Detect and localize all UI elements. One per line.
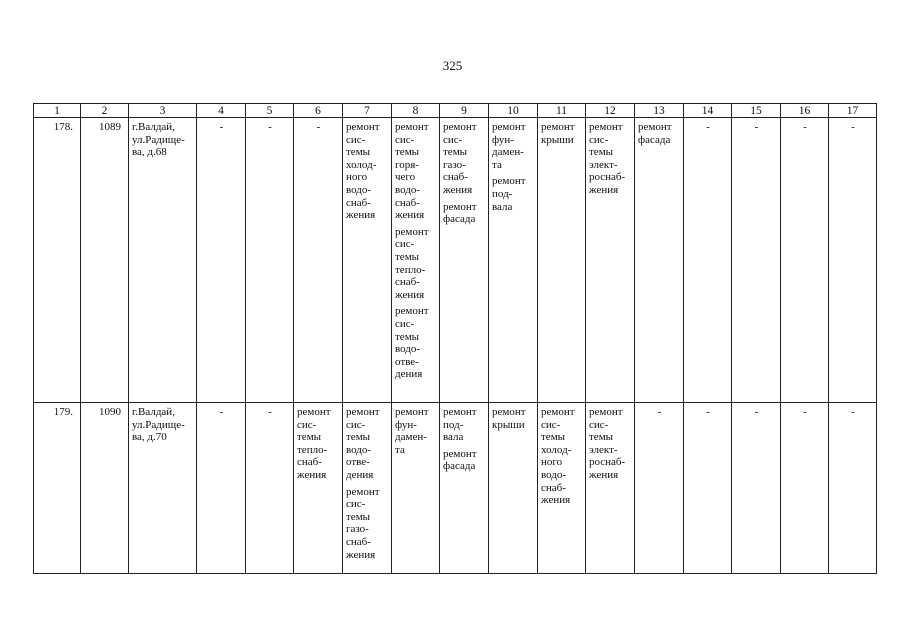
work-item-line: водо- xyxy=(541,468,567,481)
work-cell xyxy=(294,403,343,574)
empty-work-cell: - xyxy=(294,118,343,403)
work-item-line: сис- xyxy=(589,418,609,431)
work-item xyxy=(589,406,632,482)
work-item-line: темы xyxy=(346,146,371,159)
work-item-line: жения xyxy=(541,494,571,507)
work-item-line: жения xyxy=(443,183,473,196)
work-cell xyxy=(586,118,635,403)
address-line: ва, д.70 xyxy=(132,431,167,444)
work-item-line: фасада xyxy=(443,213,476,226)
work-cell xyxy=(440,118,489,403)
work-item-line: фун- xyxy=(395,418,417,431)
work-item-line: дения xyxy=(346,468,374,481)
column-header: 2 xyxy=(81,104,129,118)
work-item-line: сис- xyxy=(589,133,609,146)
page-number: 325 xyxy=(442,58,463,73)
building-code-cell: 1090 xyxy=(81,403,129,574)
address-line: ул.Радище- xyxy=(132,133,185,146)
empty-work-cell: - xyxy=(246,118,294,403)
work-item-line: снаб- xyxy=(346,196,371,209)
work-cell xyxy=(489,118,538,403)
column-header: 9 xyxy=(440,104,489,118)
address-line: г.Валдай, xyxy=(132,121,175,133)
work-item-line: роснаб- xyxy=(589,456,626,469)
building-code-cell: 1089 xyxy=(81,118,129,403)
work-item-line: ного xyxy=(541,456,563,469)
work-item-line: ремонт xyxy=(395,305,429,318)
table-row xyxy=(34,118,877,403)
work-item-line: ремонт xyxy=(541,406,575,418)
work-item-line: дамен- xyxy=(395,431,427,444)
empty-work-cell: - xyxy=(246,403,294,574)
work-item-line: снаб- xyxy=(443,171,468,184)
work-item-line: газо- xyxy=(443,158,466,171)
work-item-line: элект- xyxy=(589,158,618,171)
work-cell xyxy=(635,118,684,403)
row-number-cell: 178. xyxy=(34,118,81,403)
work-item-line: ремонт xyxy=(492,121,526,133)
work-item-line: темы xyxy=(589,146,614,159)
work-item xyxy=(346,406,389,482)
work-item-line: снаб- xyxy=(395,276,420,289)
repair-schedule-table xyxy=(33,103,877,574)
work-item-line: темы xyxy=(297,431,322,444)
work-item-line: фасада xyxy=(443,460,476,473)
work-item-line: темы xyxy=(395,330,420,343)
work-item-line: отве- xyxy=(395,355,419,368)
work-item xyxy=(589,121,632,197)
work-item xyxy=(443,121,486,197)
work-item-line: снаб- xyxy=(297,456,322,469)
work-item-line: водо- xyxy=(395,343,421,356)
work-item xyxy=(395,121,437,222)
work-item-line: жения xyxy=(346,548,376,561)
work-cell xyxy=(586,403,635,574)
work-item-line: газо- xyxy=(346,523,369,536)
column-header: 13 xyxy=(635,104,684,118)
empty-work-cell: - xyxy=(635,403,684,574)
work-item-line: дамен- xyxy=(492,146,524,159)
address-line: ва, д.68 xyxy=(132,146,167,159)
work-item-line: крыши xyxy=(492,418,525,431)
work-item-line: жения xyxy=(589,468,619,481)
row-number-cell: 179. xyxy=(34,403,81,574)
work-item-line: сис- xyxy=(346,133,366,146)
address-line: ул.Радище- xyxy=(132,418,185,431)
empty-work-cell: - xyxy=(829,403,877,574)
work-item xyxy=(395,226,437,302)
empty-work-cell: - xyxy=(781,403,829,574)
work-item-line: холод- xyxy=(346,158,377,171)
work-item-line: ремонт xyxy=(395,225,429,238)
work-cell xyxy=(343,118,392,403)
work-item xyxy=(443,406,486,444)
work-item xyxy=(346,486,389,562)
work-item-line: темы xyxy=(589,431,614,444)
work-item-line: темы xyxy=(443,146,468,159)
empty-work-cell: - xyxy=(197,118,246,403)
column-header: 6 xyxy=(294,104,343,118)
work-item-line: сис- xyxy=(297,418,317,431)
work-item xyxy=(492,175,535,213)
work-cell xyxy=(343,403,392,574)
work-item-line: сис- xyxy=(443,133,463,146)
work-item-line: ремонт xyxy=(443,406,477,418)
table-row xyxy=(34,403,877,574)
empty-work-cell: - xyxy=(684,403,732,574)
work-item-line: ремонт xyxy=(443,447,477,460)
column-header: 3 xyxy=(129,104,197,118)
work-item xyxy=(297,406,340,482)
work-cell xyxy=(538,118,586,403)
work-item-line: водо- xyxy=(395,183,421,196)
address-cell xyxy=(129,118,197,403)
work-item-line: тепло- xyxy=(395,263,426,276)
work-item-line: та xyxy=(395,443,405,456)
work-item-line: темы xyxy=(395,146,420,159)
work-item-line: фун- xyxy=(492,133,514,146)
work-item-line: темы xyxy=(395,250,420,263)
work-item-line: сис- xyxy=(395,317,415,330)
work-item-line: ремонт xyxy=(297,406,331,418)
work-item-line: ремонт xyxy=(492,175,526,188)
column-header: 4 xyxy=(197,104,246,118)
empty-work-cell: - xyxy=(732,118,781,403)
work-item-line: горя- xyxy=(395,158,419,171)
work-item xyxy=(638,121,681,146)
column-header: 16 xyxy=(781,104,829,118)
work-item-line: ремонт xyxy=(346,406,380,418)
work-item-line: темы xyxy=(346,431,371,444)
column-header: 17 xyxy=(829,104,877,118)
column-header: 15 xyxy=(732,104,781,118)
work-item-line: снаб- xyxy=(346,535,371,548)
work-item xyxy=(492,406,535,431)
work-item-line: снаб- xyxy=(395,196,420,209)
column-header: 11 xyxy=(538,104,586,118)
empty-work-cell: - xyxy=(781,118,829,403)
work-item-line: дения xyxy=(395,368,423,381)
work-item-line: ремонт xyxy=(638,121,672,133)
work-item-line: под- xyxy=(443,418,464,431)
work-cell xyxy=(538,403,586,574)
work-item-line: сис- xyxy=(395,238,415,251)
work-item xyxy=(541,121,583,146)
work-item-line: крыши xyxy=(541,133,574,146)
work-item-line: ремонт xyxy=(492,406,526,418)
work-item-line: вала xyxy=(443,431,464,444)
work-item xyxy=(541,406,583,507)
work-item-line: жения xyxy=(346,209,376,222)
work-item-line: ремонт xyxy=(346,121,380,133)
address-line: г.Валдай, xyxy=(132,406,175,418)
empty-work-cell: - xyxy=(197,403,246,574)
work-item xyxy=(395,406,437,456)
work-item-line: жения xyxy=(297,468,327,481)
work-cell xyxy=(392,403,440,574)
column-header: 14 xyxy=(684,104,732,118)
work-item-line: отве- xyxy=(346,456,370,469)
work-item-line: жения xyxy=(395,209,425,222)
work-item xyxy=(346,121,389,222)
work-item-line: водо- xyxy=(346,443,372,456)
work-item-line: снаб- xyxy=(541,481,566,494)
address-cell xyxy=(129,403,197,574)
work-item-line: сис- xyxy=(346,418,366,431)
work-item-line: темы xyxy=(346,510,371,523)
work-item-line: жения xyxy=(395,288,425,301)
work-item-line: элект- xyxy=(589,443,618,456)
work-item-line: фасада xyxy=(638,133,671,146)
work-item-line: сис- xyxy=(541,418,561,431)
column-number-header xyxy=(34,104,877,118)
work-item-line: роснаб- xyxy=(589,171,626,184)
work-item-line: темы xyxy=(541,431,566,444)
work-cell xyxy=(489,403,538,574)
column-header: 1 xyxy=(34,104,81,118)
work-item-line: сис- xyxy=(346,498,366,511)
work-item-line: сис- xyxy=(395,133,415,146)
empty-work-cell: - xyxy=(732,403,781,574)
empty-work-cell: - xyxy=(684,118,732,403)
work-item-line: ремонт xyxy=(589,406,623,418)
work-item xyxy=(443,448,486,473)
empty-work-cell: - xyxy=(829,118,877,403)
work-cell xyxy=(440,403,489,574)
work-item xyxy=(443,201,486,226)
work-item-line: вала xyxy=(492,200,513,213)
work-item-line: ремонт xyxy=(395,121,429,133)
work-item-line: ремонт xyxy=(589,121,623,133)
work-item-line: ремонт xyxy=(443,200,477,213)
work-item-line: чего xyxy=(395,171,416,184)
work-cell xyxy=(392,118,440,403)
column-header: 10 xyxy=(489,104,538,118)
work-item-line: ремонт xyxy=(346,485,380,498)
work-item-line: та xyxy=(492,158,502,171)
column-header: 8 xyxy=(392,104,440,118)
column-header: 7 xyxy=(343,104,392,118)
work-item-line: ремонт xyxy=(541,121,575,133)
work-item-line: водо- xyxy=(346,183,372,196)
column-header: 5 xyxy=(246,104,294,118)
work-item-line: тепло- xyxy=(297,443,328,456)
work-item-line: под- xyxy=(492,187,513,200)
work-item-line: ремонт xyxy=(395,406,429,418)
work-item-line: ного xyxy=(346,171,368,184)
work-item xyxy=(492,121,535,171)
work-item-line: ремонт xyxy=(443,121,477,133)
column-header: 12 xyxy=(586,104,635,118)
work-item-line: холод- xyxy=(541,443,572,456)
work-item-line: жения xyxy=(589,183,619,196)
work-item xyxy=(395,305,437,381)
